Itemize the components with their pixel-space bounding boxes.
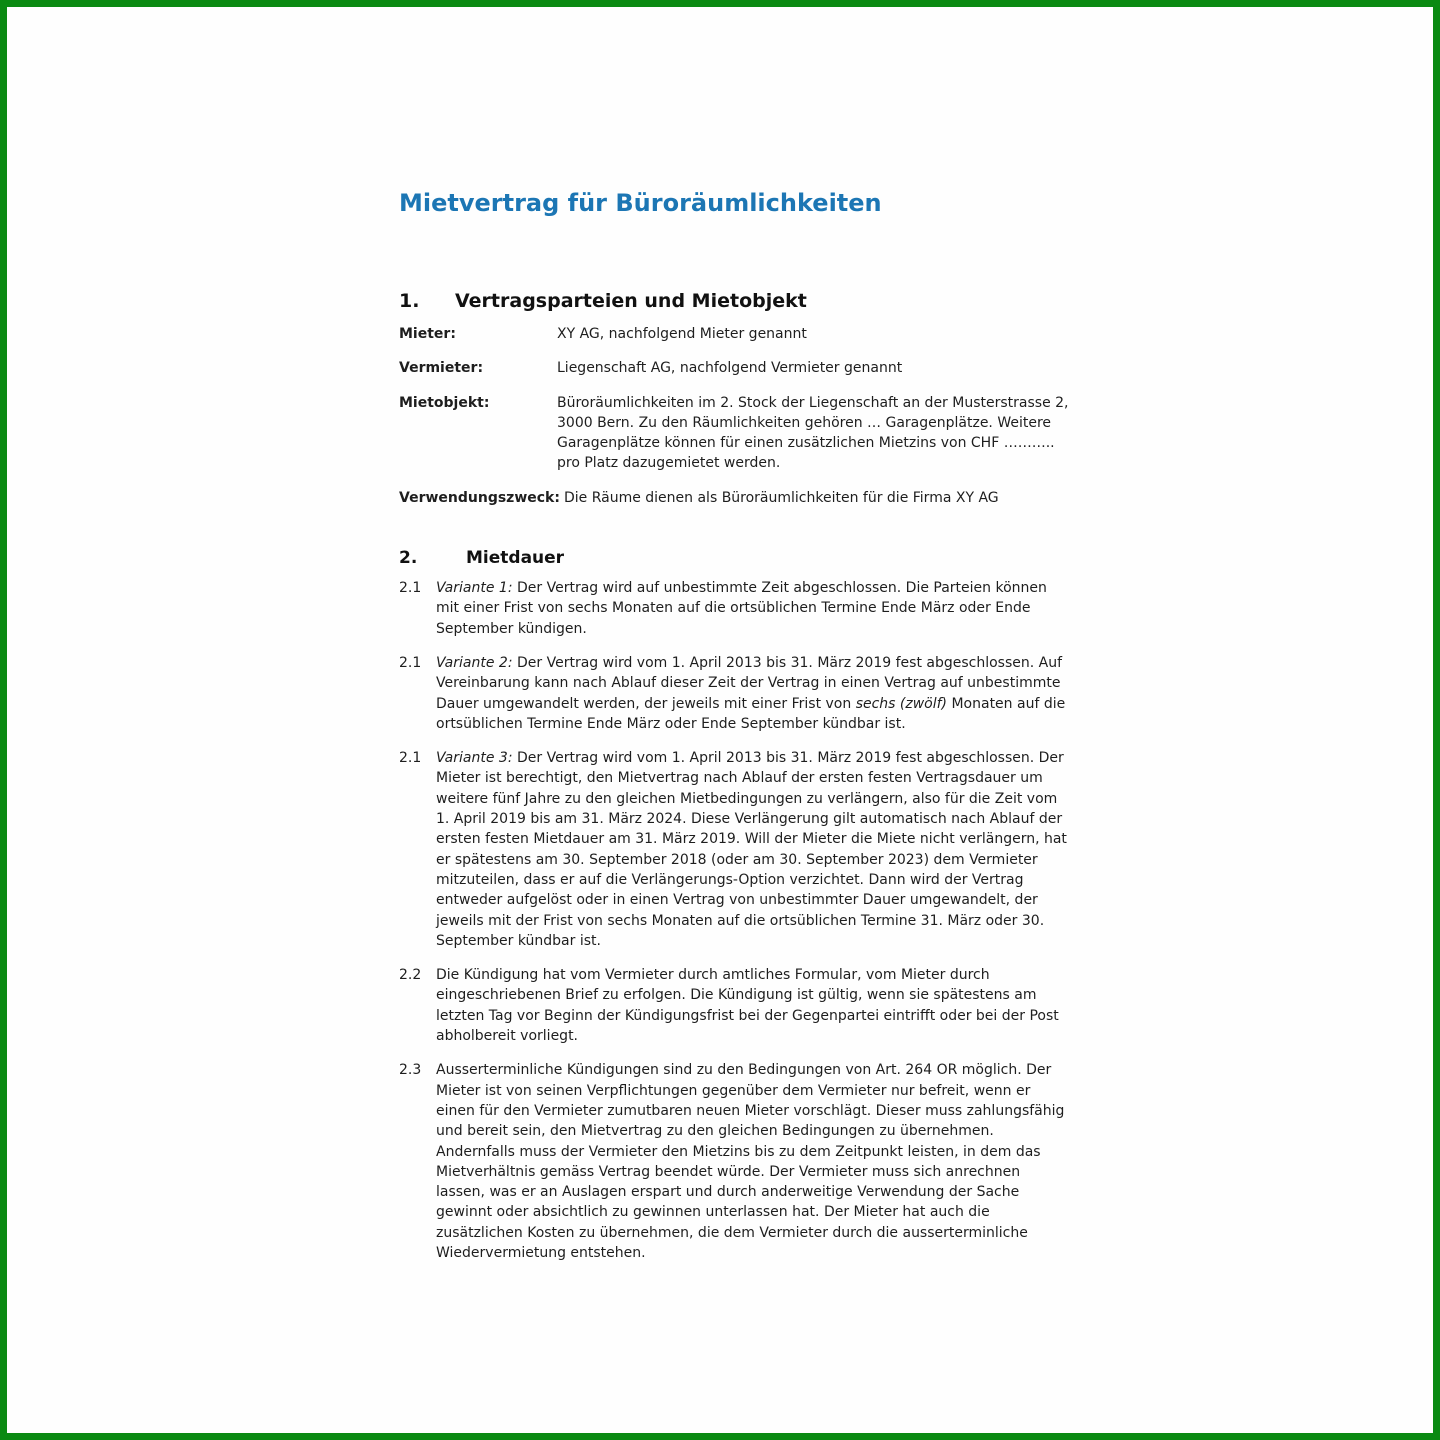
field-mietobjekt xyxy=(399,393,1069,474)
field-verwendungszweck-value: Die Räume dienen als Büroräumlichkeiten für die Firma XY AG xyxy=(563,489,999,506)
clause-number: 2.1 xyxy=(399,750,422,767)
clause-emphasis: sechs (zwölf) xyxy=(855,695,948,712)
field-vermieter-value: Liegenschaft AG, nachfolgend Vermieter genannt xyxy=(557,360,903,377)
clause-number: 2.1 xyxy=(399,654,422,671)
clause-text: Die Kündigung hat vom Vermieter durch amtliches Formular, vom Mieter durch eingeschriebenen Brief zu erfolgen. Die Kündigung ist gültig, wenn sie spätestens am letzten Tag vor Beginn der Kündigungsfrist bei der Gegenpartei eintrifft oder bei der Post abholbereit vorliegt. xyxy=(436,967,1059,1045)
clause-variant-label: Variante 3: xyxy=(436,750,513,767)
clause-body: Der Vertrag wird auf unbestimmte Zeit abgeschlossen. Die Parteien können mit einer Frist von sechs Monaten auf die ortsüblichen Termine Ende März oder Ende September kündigen. xyxy=(436,580,1047,637)
clause-number: 2.2 xyxy=(399,967,422,984)
section-1-title: Vertragsparteien und Mietobjekt xyxy=(455,290,807,312)
field-mieter xyxy=(399,324,1069,344)
clause-2-3 xyxy=(399,1060,1069,1263)
document-title: Mietvertrag für Büroräumlichkeiten xyxy=(399,189,882,217)
clause-variant-label: Variante 1: xyxy=(436,580,513,597)
clause-text xyxy=(436,578,1069,639)
field-mietobjekt-value: Büroräumlichkeiten im 2. Stock der Liegenschaft an der Musterstrasse 2, 3000 Bern. Zu den Räumlichkeiten gehören … Garagenplätze. Weitere Garagenplätze können für einen zusätzlichen Mietzins von CHF ……….. pro Platz dazugemietet werden. xyxy=(557,394,1069,472)
clause-number: 2.1 xyxy=(399,580,422,597)
field-verwendungszweck xyxy=(399,488,1069,508)
field-vermieter xyxy=(399,358,1069,378)
document-body xyxy=(399,187,1069,1263)
section-1-number: 1. xyxy=(399,290,420,312)
clause-body: Der Vertrag wird vom 1. April 2013 bis 31. März 2019 fest abgeschlossen. Der Mieter ist berechtigt, den Mietvertrag nach Ablauf der ersten festen Vertragsdauer um weitere fünf Jahre zu den gleichen Mietbedingungen zu verlängern, also für die Zeit vom 1. April 2019 bis am 31. März 2024. Diese Verlängerung gilt automatisch nach Ablauf der ersten festen Mietdauer am 31. März 2019. Will der Mieter die Miete nicht verlängern, hat er spätestens am 30. September 2018 (oder am 30. September 2023) dem Vermieter mitzuteilen, dass er auf die Verlängerungs-Option verzichtet. Dann wird der Vertrag entweder aufgelöst oder in einen Vertrag von unbestimmter Dauer umgewandelt, der jeweils mit der Frist von sechs Monaten auf die ortsüblichen Termine 31. März oder 30. September kündbar ist. xyxy=(436,750,1067,949)
clause-body-end: Monaten auf die ortsüblichen Termine Ende März oder Ende September kündbar ist. xyxy=(436,695,1066,732)
clause-2-1-variante-2 xyxy=(399,653,1069,734)
clause-2-2 xyxy=(399,965,1069,1046)
clause-number: 2.3 xyxy=(399,1062,422,1079)
clause-2-1-variante-3 xyxy=(399,748,1069,951)
field-mieter-label: Mieter: xyxy=(399,326,456,342)
clause-text xyxy=(436,748,1069,951)
section-2-title: Mietdauer xyxy=(466,548,565,569)
clause-text xyxy=(436,653,1069,734)
field-mietobjekt-label: Mietobjekt: xyxy=(399,394,490,411)
field-verwendungszweck-label: Verwendungszweck: xyxy=(399,489,560,506)
section-2-number: 2. xyxy=(399,548,418,569)
section-1-heading xyxy=(399,288,1069,314)
clause-2-1-variante-1 xyxy=(399,578,1069,639)
clause-body: Der Vertrag wird vom 1. April 2013 bis 31. März 2019 fest abgeschlossen. Auf Vereinbarung kann nach Ablauf dieser Zeit der Vertrag in einen Vertrag auf unbestimmte Dauer umgewandelt werden, der jeweils mit einer Frist von xyxy=(436,654,1063,712)
field-vermieter-label: Vermieter: xyxy=(399,360,484,377)
clause-variant-label: Variante 2: xyxy=(436,654,513,671)
clause-text: Ausserterminliche Kündigungen sind zu den Bedingungen von Art. 264 OR möglich. Der Mieter ist von seinen Verpflichtungen gegenüber dem Vermieter nur befreit, wenn er einen für den Vermieter zumutbaren neuen Mieter vorschlägt. Dieser muss zahlungsfähig und bereit sein, den Mietvertrag zu den gleichen Bedingungen zu übernehmen. Andernfalls muss der Vermieter den Mietzins bis zu dem Zeitpunkt leisten, in dem das Mietverhältnis gemäss Vertrag beendet würde. Der Vermieter muss sich anrechnen lassen, was er an Auslagen erspart und durch anderweitige Verwendung der Sache gewinnt oder absichtlich zu gewinnen unterlassen hat. Der Mieter hat auch die zusätzlichen Kosten zu übernehmen, die dem Vermieter durch die ausserterminliche Wiedervermietung entstehen. xyxy=(436,1062,1065,1261)
section-2-heading xyxy=(399,546,1069,570)
field-mieter-value: XY AG, nachfolgend Mieter genannt xyxy=(557,326,807,342)
